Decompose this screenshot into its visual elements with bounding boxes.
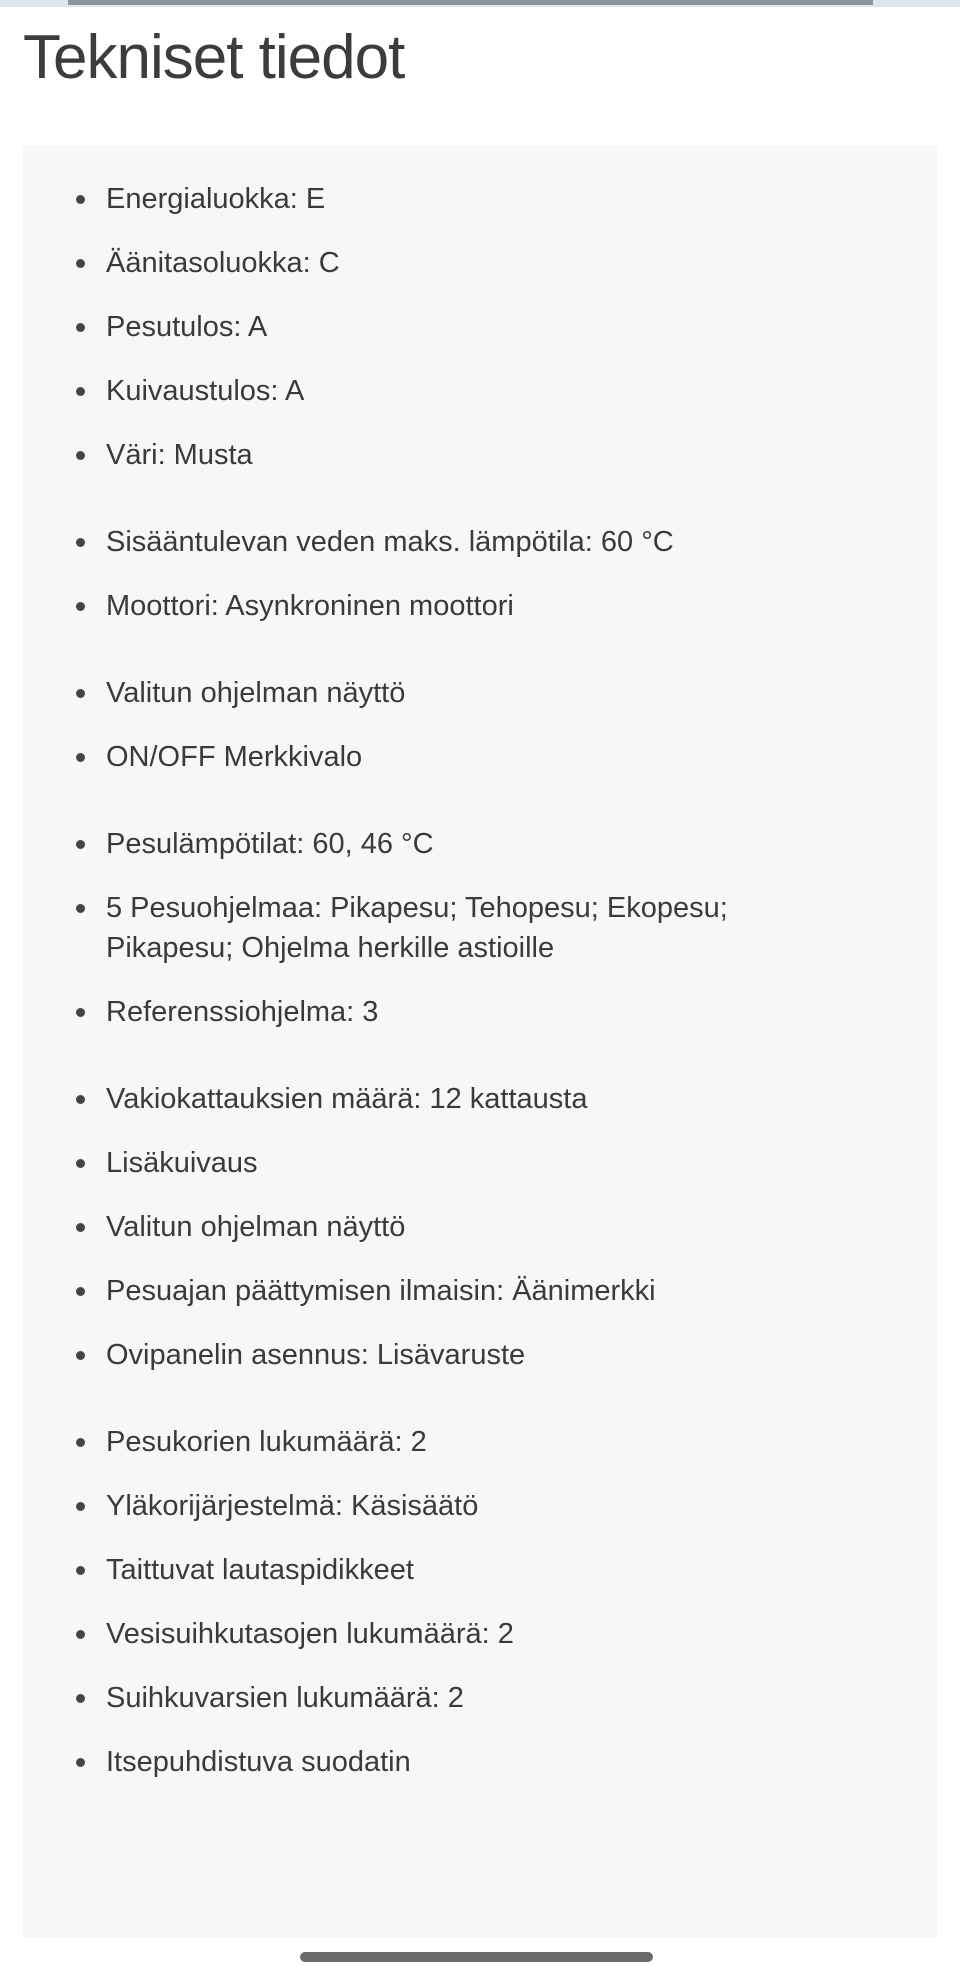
spec-item: Lisäkuivaus [106, 1143, 937, 1183]
specs-panel [23, 145, 937, 1937]
spec-item: Yläkorijärjestelmä: Käsisäätö [106, 1486, 937, 1526]
spec-item: Pesuajan päättymisen ilmaisin: Äänimerkki [106, 1271, 937, 1311]
spec-group [23, 1422, 937, 1782]
spec-item: Suihkuvarsien lukumäärä: 2 [106, 1678, 937, 1718]
spec-item: ON/OFF Merkkivalo [106, 737, 937, 777]
spec-item: Kuivaustulos: A [106, 371, 937, 411]
spec-group [23, 824, 937, 1032]
home-indicator[interactable] [300, 1952, 653, 1962]
scroll-indicator[interactable] [0, 0, 960, 7]
spec-item: Vesisuihkutasojen lukumäärä: 2 [106, 1614, 937, 1654]
spec-item: Sisääntulevan veden maks. lämpötila: 60 °C [106, 522, 937, 562]
spec-item: Energialuokka: E [106, 179, 937, 219]
spec-group [23, 522, 937, 626]
spec-item: Itsepuhdistuva suodatin [106, 1742, 937, 1782]
spec-item: Väri: Musta [106, 435, 937, 475]
spec-item: Pesutulos: A [106, 307, 937, 347]
spec-group [23, 673, 937, 777]
spec-item: Moottori: Asynkroninen moottori [106, 586, 937, 626]
spec-item: Ovipanelin asennus: Lisävaruste [106, 1335, 937, 1375]
spec-item: Vakiokattauksien määrä: 12 kattausta [106, 1079, 937, 1119]
scroll-thumb[interactable] [68, 0, 873, 5]
spec-item: Äänitasoluokka: C [106, 243, 937, 283]
page-title: Tekniset tiedot [23, 23, 405, 92]
spec-item: Taittuvat lautaspidikkeet [106, 1550, 937, 1590]
spec-item: Referenssiohjelma: 3 [106, 992, 937, 1032]
spec-group [23, 1079, 937, 1375]
spec-group [23, 179, 937, 475]
spec-item: Valitun ohjelman näyttö [106, 673, 937, 713]
spec-item: Pesukorien lukumäärä: 2 [106, 1422, 937, 1462]
spec-item: 5 Pesuohjelmaa: Pikapesu; Tehopesu; Ekopesu; Pikapesu; Ohjelma herkille astioille [106, 888, 937, 968]
spec-item: Valitun ohjelman näyttö [106, 1207, 937, 1247]
spec-item: Pesulämpötilat: 60, 46 °C [106, 824, 937, 864]
